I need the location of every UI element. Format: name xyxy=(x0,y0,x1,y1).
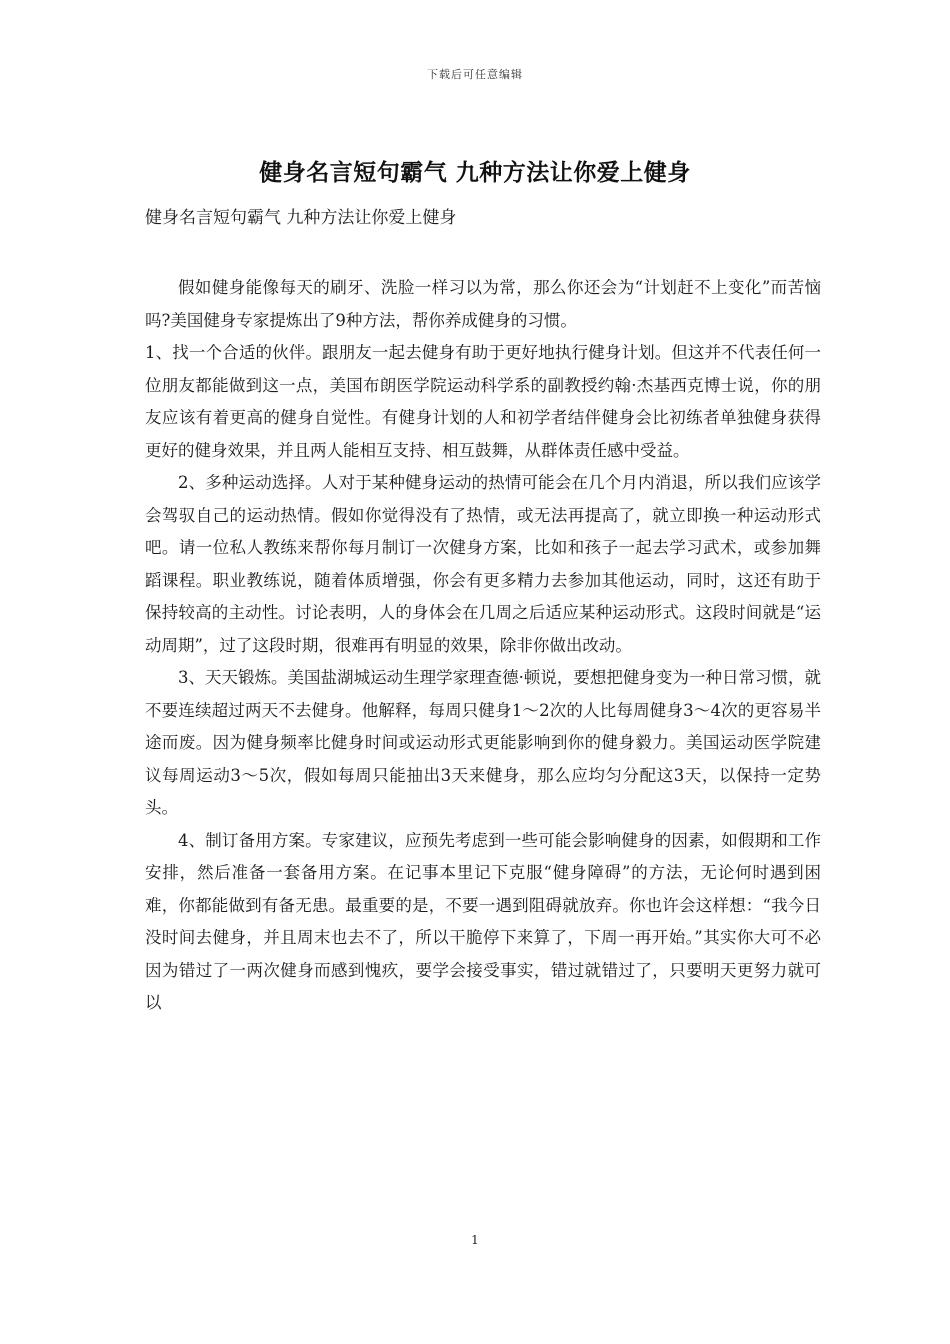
document-subtitle: 健身名言短句霸气 九种方法让你爱上健身 xyxy=(145,208,457,228)
paragraph-intro: 假如健身能像每天的刷牙、洗脸一样习以为常，那么你还会为“计划赶不上变化”而苦恼吗?美国健身专家提炼出了9种方法，帮你养成健身的习惯。 xyxy=(145,278,821,330)
paragraph-tip-3: 3、天天锻炼。美国盐湖城运动生理学家理查德·顿说，要想把健身变为一种日常习惯，就不要连续超过两天不去健身。他解释，每周只健身1～2次的人比每周健身3～4次的更容易半途而废。因为健身频率比健身时间或运动形式更能影响到你的健身毅力。美国运动医学院建议每周运动3～5次，假如每周只能抽出3天来健身，那么应均匀分配这3天，以保持一定势头。 xyxy=(145,668,821,817)
paragraph-tip-4: 4、制订备用方案。专家建议，应预先考虑到一些可能会影响健身的因素，如假期和工作安排，然后准备一套备用方案。在记事本里记下克服“健身障碍”的方法，无论何时遇到困难，你都能做到有备无患。最重要的是，不要一遇到阻碍就放弃。你也许会这样想：“我今日没时间去健身，并且周末也去不了，所以干脆停下来算了，下周一再开始。”其实你大可不必因为错过了一两次健身而感到愧疚，要学会接受事实，错过就错过了，只要明天更努力就可以 xyxy=(145,830,821,1012)
paragraph-tip-2: 2、多种运动选择。人对于某种健身运动的热情可能会在几个月内消退，所以我们应该学会驾驭自己的运动热情。假如你觉得没有了热情，或无法再提高了，就立即换一种运动形式吧。请一位私人教练来帮你每月制订一次健身方案，比如和孩子一起去学习武术，或参加舞蹈课程。职业教练说，随着体质增强，你会有更多精力去参加其他运动，同时，这还有助于保持较高的主动性。讨论表明，人的身体会在几周之后适应某种运动形式。这段时间就是“运动周期”，过了这段时期，很难再有明显的效果，除非你做出改动。 xyxy=(145,473,821,655)
paragraph-tip-1: 1、找一个合适的伙伴。跟朋友一起去健身有助于更好地执行健身计划。但这并不代表任何一位朋友都能做到这一点，美国布朗医学院运动科学系的副教授约翰·杰基西克博士说，你的朋友应该有着更高的健身自觉性。有健身计划的人和初学者结伴健身会比初练者单独健身获得更好的健身效果，并且两人能相互支持、相互鼓舞，从群体责任感中受益。 xyxy=(145,343,821,460)
page-number: 1 xyxy=(471,1233,479,1247)
document-body xyxy=(145,272,821,1020)
page-header: 下载后可任意编辑 xyxy=(427,68,523,81)
document-title: 健身名言短句霸气 九种方法让你爱上健身 xyxy=(259,159,691,186)
